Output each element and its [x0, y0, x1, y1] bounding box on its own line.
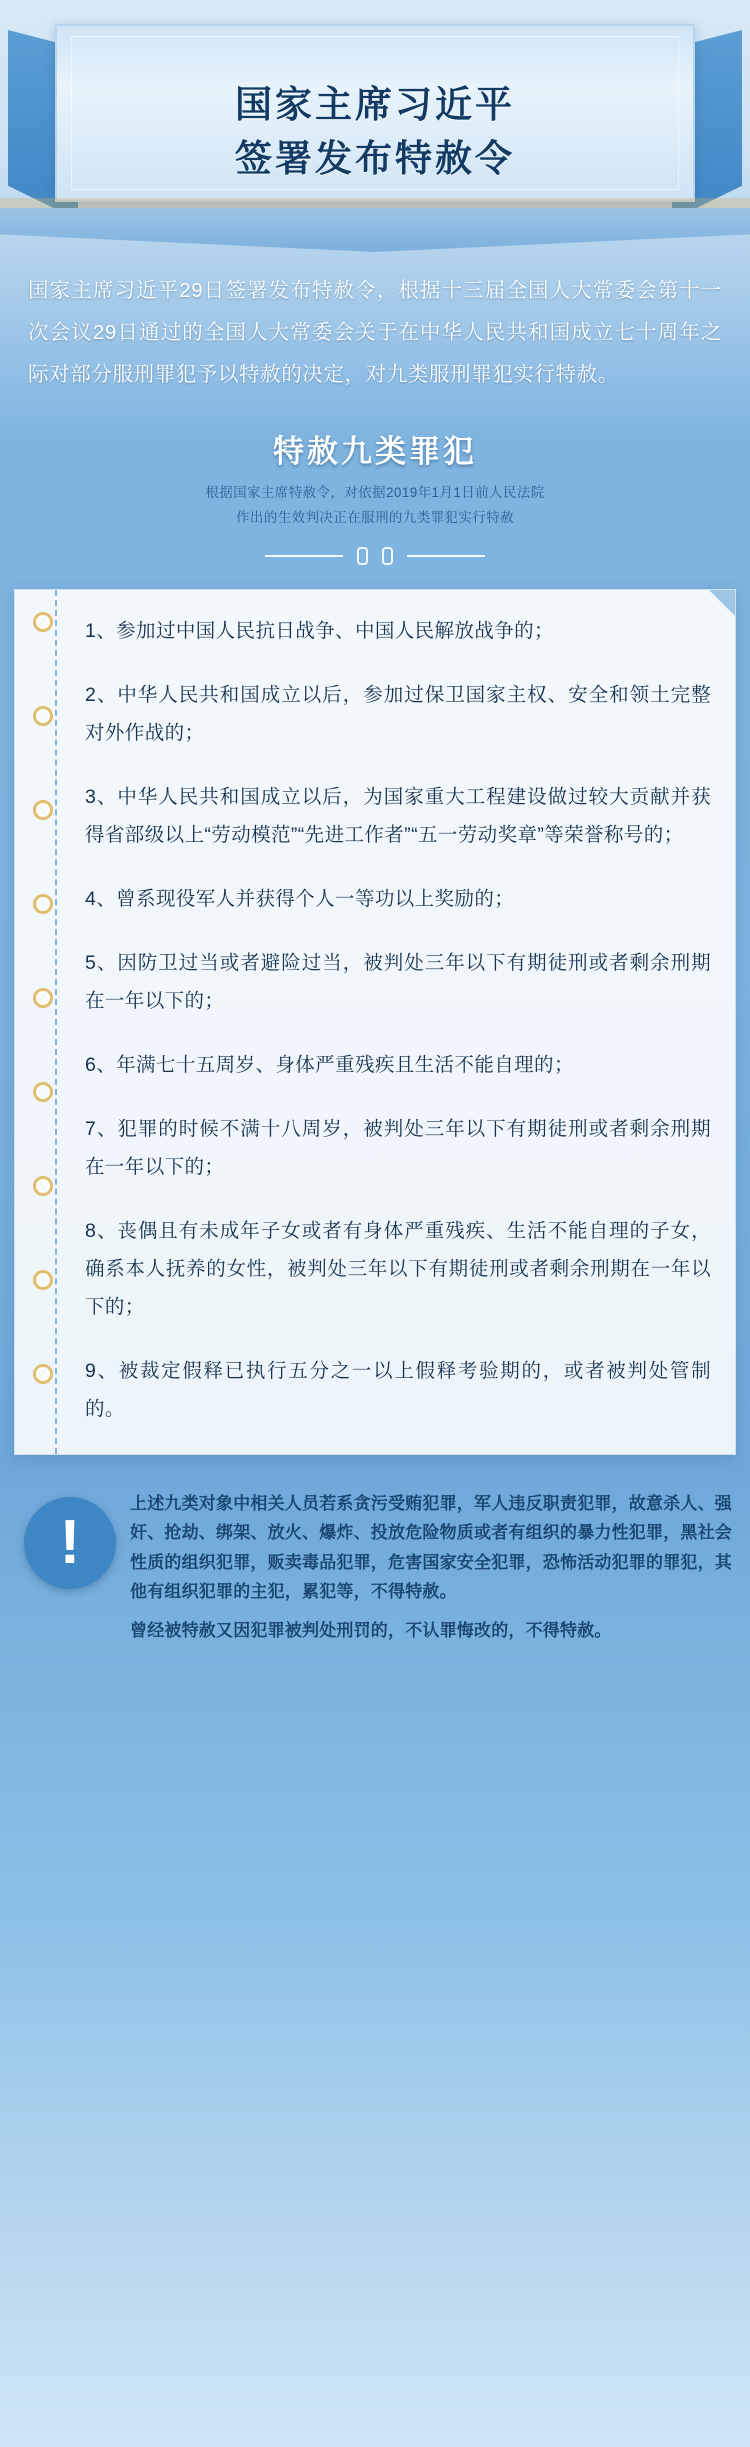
intro-paragraph: 国家主席习近平29日签署发布特赦令，根据十三届全国人大常委会第十一次会议29日通过的全国人大常委会关于在中华人民共和国成立七十周年之际对部分服刑罪犯予以特赦的决定，对九类服刑罪犯实行特赦。 — [28, 279, 722, 387]
list-item: 5、因防卫过当或者避险过当，被判处三年以下有期徒刑或者剩余刑期在一年以下的； — [85, 952, 711, 1013]
ring-hole-icon — [33, 894, 53, 914]
ring-hole-icon — [33, 800, 53, 820]
divider-knot-icon — [351, 547, 399, 565]
section-title: 特赦九类罪犯 — [273, 434, 477, 470]
ornament-divider-icon — [265, 545, 485, 567]
footnote-paragraph-1: 上述九类对象中相关人员若系贪污受贿犯罪，军人违反职责犯罪，故意杀人、强奸、抢劫、绑架、放火、爆炸、投放危险物质或者有组织的暴力性犯罪，黑社会性质的组织犯罪，贩卖毒品犯罪，危害国家安全犯罪，恐怖活动犯罪的罪犯，其他有组织犯罪的主犯，累犯等，不得特赦。 — [130, 1494, 732, 1601]
section-heading — [0, 426, 750, 567]
ring-hole-icon — [33, 1176, 53, 1196]
section-subtitle-line-1: 根据国家主席特赦令，对依据2019年1月1日前人民法院 — [205, 485, 545, 501]
header-banner-fold — [0, 208, 750, 252]
ring-hole-icon — [33, 1082, 53, 1102]
list-item: 9、被裁定假释已执行五分之一以上假释考验期的，或者被判处管制的。 — [85, 1360, 711, 1421]
ring-hole-icon — [33, 988, 53, 1008]
list-item: 4、曾系现役军人并获得个人一等功以上奖励的； — [85, 888, 515, 911]
ring-hole-icon — [33, 1270, 53, 1290]
divider-bar-left — [265, 555, 343, 557]
exclamation-icon — [24, 1497, 116, 1589]
list-item: 3、中华人民共和国成立以后，为国家重大工程建设做过较大贡献并获得省部级以上“劳动模范”“先进工作者”“五一劳动奖章”等荣誉称号的； — [85, 786, 711, 847]
list-item: 8、丧偶且有未成年子女或者有身体严重残疾、生活不能自理的子女，确系本人抚养的女性，被判处三年以下有期徒刑或者剩余刑期在一年以下的； — [85, 1220, 711, 1319]
ring-hole-icon — [33, 1364, 53, 1384]
header-banner — [0, 0, 750, 250]
divider-bar-right — [407, 555, 485, 557]
ring-hole-icon — [33, 706, 53, 726]
offender-categories-card — [14, 589, 736, 1455]
list-item: 2、中华人民共和国成立以后，参加过保卫国家主权、安全和领土完整对外作战的； — [85, 684, 711, 745]
list-item: 7、犯罪的时候不满十八周岁，被判处三年以下有期徒刑或者剩余刑期在一年以下的； — [85, 1118, 711, 1179]
page-title-line-2: 签署发布特赦令 — [235, 137, 515, 179]
ring-hole-icon — [33, 612, 53, 632]
section-subtitle-line-2: 作出的生效判决正在服刑的九类罪犯实行特赦 — [236, 510, 514, 526]
list-item: 1、参加过中国人民抗日战争、中国人民解放战争的； — [85, 619, 554, 642]
header-plaque — [55, 24, 695, 202]
page-title — [57, 78, 693, 185]
list-item: 6、年满七十五周岁、身体严重残疾且生活不能自理的； — [85, 1054, 574, 1077]
exclusion-footnote — [18, 1489, 732, 1645]
section-subtitle — [0, 481, 750, 531]
footnote-paragraph-2: 曾经被特赦又因犯罪被判处刑罚的，不认罪悔改的，不得特赦。 — [130, 1621, 612, 1641]
notebook-holes — [33, 612, 55, 1432]
page-title-line-1: 国家主席习近平 — [235, 84, 515, 125]
notebook-spine-dashes — [55, 590, 57, 1454]
